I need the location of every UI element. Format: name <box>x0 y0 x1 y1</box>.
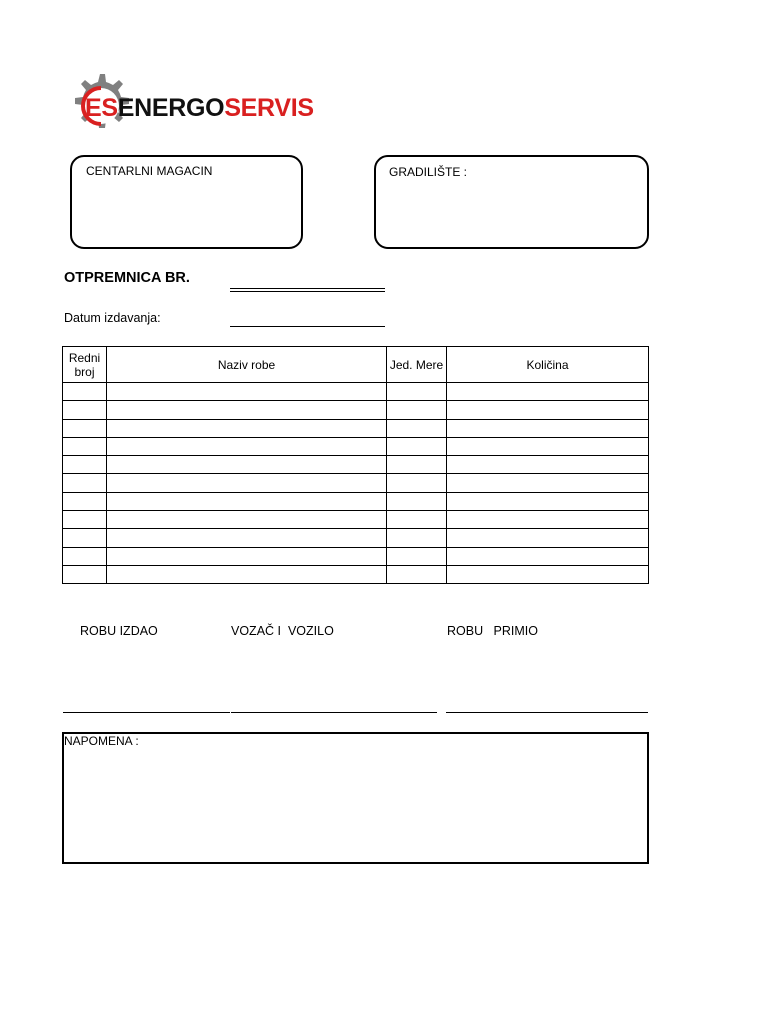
quantity-cell[interactable] <box>447 456 649 474</box>
table-row <box>63 437 649 455</box>
quantity-cell[interactable] <box>447 492 649 510</box>
header-unit: Jed. Mere <box>387 347 447 383</box>
item-name-cell[interactable] <box>107 529 387 547</box>
unit-cell[interactable] <box>387 511 447 529</box>
unit-cell[interactable] <box>387 474 447 492</box>
table-row <box>63 492 649 510</box>
quantity-cell[interactable] <box>447 547 649 565</box>
table-row <box>63 565 649 583</box>
item-name-cell[interactable] <box>107 383 387 401</box>
issued-by-label: ROBU IZDAO <box>80 624 158 638</box>
document-number-field[interactable] <box>230 288 385 292</box>
row-number-cell[interactable] <box>63 401 107 419</box>
header-row-number: Redni broj <box>63 347 107 383</box>
warehouse-box <box>70 155 303 249</box>
quantity-cell[interactable] <box>447 565 649 583</box>
warehouse-label: CENTARLNI MAGACIN <box>86 164 213 178</box>
table-row <box>63 474 649 492</box>
construction-site-label: GRADILIŠTE : <box>389 165 468 179</box>
note-box[interactable] <box>62 732 649 864</box>
company-logo <box>64 72 314 140</box>
unit-cell[interactable] <box>387 419 447 437</box>
row-number-cell[interactable] <box>63 565 107 583</box>
table-row <box>63 383 649 401</box>
issue-date-label: Datum izdavanja: <box>64 311 161 325</box>
unit-cell[interactable] <box>387 456 447 474</box>
row-number-cell[interactable] <box>63 547 107 565</box>
received-by-label: ROBU PRIMIO <box>447 624 538 638</box>
item-name-cell[interactable] <box>107 419 387 437</box>
item-name-cell[interactable] <box>107 511 387 529</box>
row-number-cell[interactable] <box>63 383 107 401</box>
construction-site-box <box>374 155 649 249</box>
unit-cell[interactable] <box>387 437 447 455</box>
item-name-cell[interactable] <box>107 401 387 419</box>
item-name-cell[interactable] <box>107 565 387 583</box>
items-table <box>62 346 649 584</box>
note-label: NAPOMENA : <box>64 734 139 748</box>
logo-wordmark <box>85 94 314 122</box>
quantity-cell[interactable] <box>447 474 649 492</box>
unit-cell[interactable] <box>387 401 447 419</box>
item-name-cell[interactable] <box>107 492 387 510</box>
item-name-cell[interactable] <box>107 474 387 492</box>
row-number-cell[interactable] <box>63 492 107 510</box>
item-name-cell[interactable] <box>107 456 387 474</box>
item-name-cell[interactable] <box>107 437 387 455</box>
table-row <box>63 456 649 474</box>
table-row <box>63 511 649 529</box>
unit-cell[interactable] <box>387 529 447 547</box>
table-row <box>63 529 649 547</box>
row-number-cell[interactable] <box>63 456 107 474</box>
quantity-cell[interactable] <box>447 383 649 401</box>
row-number-cell[interactable] <box>63 511 107 529</box>
unit-cell[interactable] <box>387 492 447 510</box>
logo-energo: ENERGO <box>117 94 225 122</box>
header-item-name: Naziv robe <box>107 347 387 383</box>
received-by-signature-line[interactable] <box>446 712 648 713</box>
quantity-cell[interactable] <box>447 419 649 437</box>
table-header-row <box>63 347 649 383</box>
driver-vehicle-label: VOZAČ I VOZILO <box>231 624 334 638</box>
table-row <box>63 547 649 565</box>
quantity-cell[interactable] <box>447 437 649 455</box>
quantity-cell[interactable] <box>447 529 649 547</box>
issued-by-signature-line[interactable] <box>63 712 230 713</box>
table-row <box>63 419 649 437</box>
unit-cell[interactable] <box>387 547 447 565</box>
row-number-cell[interactable] <box>63 437 107 455</box>
driver-signature-line[interactable] <box>231 712 437 713</box>
item-name-cell[interactable] <box>107 547 387 565</box>
row-number-cell[interactable] <box>63 474 107 492</box>
header-quantity: Količina <box>447 347 649 383</box>
quantity-cell[interactable] <box>447 401 649 419</box>
logo-servis: SERVIS <box>224 94 314 122</box>
table-row <box>63 401 649 419</box>
unit-cell[interactable] <box>387 383 447 401</box>
logo-es: ES <box>85 94 118 122</box>
quantity-cell[interactable] <box>447 511 649 529</box>
unit-cell[interactable] <box>387 565 447 583</box>
row-number-cell[interactable] <box>63 419 107 437</box>
issue-date-field[interactable] <box>230 326 385 327</box>
row-number-cell[interactable] <box>63 529 107 547</box>
document-title: OTPREMNICA BR. <box>64 270 190 286</box>
